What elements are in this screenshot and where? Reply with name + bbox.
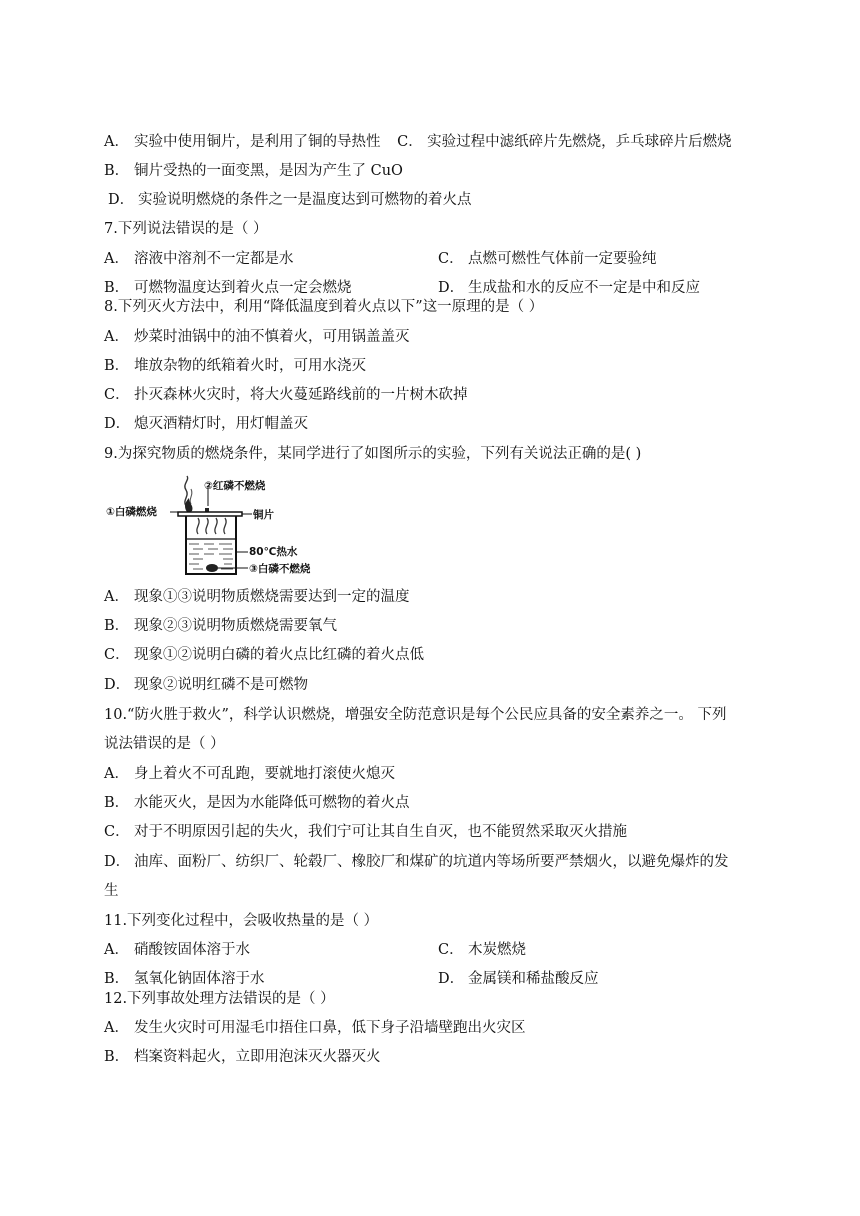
q10-option-c-text: 对于不明原因引起的失火，我们宁可让其自生自灭，也不能贸然采取灭火措施 — [134, 824, 627, 840]
q9-option-d-text: 现象②说明红磷不是可燃物 — [134, 677, 308, 693]
q6-option-b-text: 铜片受热的一面变黑，是因为产生了 CuO — [134, 163, 403, 179]
flame-icon — [185, 498, 192, 513]
q12-option-b — [104, 1047, 381, 1067]
q10-option-c-label: C． — [104, 824, 130, 840]
q11-stem: 11.下列变化过程中，会吸收热量的是（ ） — [104, 913, 379, 929]
q11-option-b — [104, 969, 265, 989]
q7-option-c — [438, 249, 657, 269]
q12-option-b-text: 档案资料起火，立即用泡沫灭火器灭火 — [134, 1049, 381, 1065]
q7-option-b — [104, 278, 352, 298]
q7-option-a-label: A． — [104, 251, 129, 267]
q7-option-d — [438, 278, 700, 298]
q11-option-d — [438, 969, 599, 989]
q10-option-a-label: A． — [104, 766, 129, 782]
q6-option-a-c-row — [104, 132, 732, 152]
q9-option-b-text: 现象②③说明物质燃烧需要氧气 — [134, 618, 337, 634]
q8-option-b-text: 堆放杂物的纸箱着火时，可用水浇灭 — [134, 358, 366, 374]
figure-label-2: ②红磷不燃烧 — [204, 480, 266, 492]
q12-option-a-label: A． — [104, 1020, 129, 1036]
q6-option-b — [104, 161, 403, 181]
q7-option-c-label: C． — [438, 251, 464, 267]
q6-option-c-text: 实验过程中滤纸碎片先燃烧，乒乓球碎片后燃烧 — [427, 134, 732, 150]
copper-sheet — [178, 512, 242, 516]
experiment-figure — [104, 474, 326, 580]
q8-option-d — [104, 414, 308, 434]
q8-option-b — [104, 356, 366, 376]
q10-stem-line1: 10.“防火胜于救火”，科学认识燃烧，增强安全防范意识是每个公民应具备的安全素养之一。 下列 — [104, 707, 727, 723]
q10-option-d-continued: 生 — [104, 883, 119, 899]
q10-option-d — [104, 852, 729, 872]
q9-option-c — [104, 645, 424, 665]
submerged-white-phosphorus — [206, 564, 218, 572]
q6-option-d-text: 实验说明燃烧的条件之一是温度达到可燃物的着火点 — [138, 192, 472, 208]
q12-option-b-label: B． — [104, 1049, 130, 1065]
q11-option-b-text: 氢氧化钠固体溶于水 — [134, 971, 265, 987]
q6-option-c-label: C． — [397, 134, 423, 150]
q7-option-d-label: D． — [438, 280, 465, 296]
q9-option-d — [104, 675, 308, 695]
q11-option-c — [438, 940, 526, 960]
q8-option-b-label: B． — [104, 358, 130, 374]
q8-option-a — [104, 327, 410, 347]
q9-option-a-text: 现象①③说明物质燃烧需要达到一定的温度 — [134, 589, 410, 605]
q9-stem: 9.为探究物质的燃烧条件，某同学进行了如图所示的实验，下列有关说法正确的是( ) — [104, 446, 642, 462]
q8-stem: 8.下列灭火方法中，利用“降低温度到着火点以下”这一原理的是（ ） — [104, 299, 544, 315]
q10-option-c — [104, 822, 627, 842]
q10-option-a — [104, 764, 395, 784]
q8-option-a-label: A． — [104, 329, 129, 345]
q9-option-b-label: B． — [104, 618, 130, 634]
q10-option-b — [104, 793, 410, 813]
q10-option-a-text: 身上着火不可乱跑，要就地打滚使火熄灭 — [134, 766, 395, 782]
q11-option-d-text: 金属镁和稀盐酸反应 — [468, 971, 599, 987]
q12-stem: 12.下列事故处理方法错误的是（ ） — [104, 991, 335, 1007]
q11-option-c-text: 木炭燃烧 — [468, 942, 526, 958]
q8-option-c-label: C． — [104, 387, 130, 403]
q11-option-a — [104, 940, 250, 960]
q11-option-a-label: A． — [104, 942, 129, 958]
q11-option-a-text: 硝酸铵固体溶于水 — [134, 942, 250, 958]
q8-option-a-text: 炒菜时油锅中的油不慎着火，可用锅盖盖灭 — [134, 329, 410, 345]
q12-option-a — [104, 1018, 526, 1038]
q10-option-d-text: 油库、面粉厂、纺织厂、轮毂厂、橡胶厂和煤矿的坑道内等场所要严禁烟火，以避免爆炸的发 — [134, 854, 729, 870]
q9-option-a-label: A． — [104, 589, 129, 605]
q10-option-d-label: D． — [104, 854, 131, 870]
q7-option-c-text: 点燃可燃性气体前一定要验纯 — [468, 251, 657, 267]
q11-option-c-label: C． — [438, 942, 464, 958]
q6-option-b-label: B． — [104, 163, 130, 179]
q10-stem-line2: 说法错误的是（ ） — [104, 736, 225, 752]
q9-option-c-label: C． — [104, 647, 130, 663]
q10-option-b-text: 水能灭火，是因为水能降低可燃物的着火点 — [134, 795, 410, 811]
q6-option-d — [108, 190, 472, 210]
q8-option-c-text: 扑灭森林火灾时，将大火蔓延路线前的一片树木砍掉 — [134, 387, 468, 403]
q7-option-a — [104, 249, 294, 269]
q6-option-d-label: D． — [108, 192, 135, 208]
q8-option-d-text: 熄灭酒精灯时，用灯帽盖灭 — [134, 416, 308, 432]
q9-option-a — [104, 587, 410, 607]
q9-option-c-text: 现象①②说明白磷的着火点比红磷的着火点低 — [134, 647, 424, 663]
q6-option-a-label: A． — [104, 134, 129, 150]
figure-label-1: ①白磷燃烧 — [106, 506, 157, 518]
figure-label-water: 80℃热水 — [249, 546, 298, 558]
q6-option-a-text: 实验中使用铜片，是利用了铜的导热性 — [134, 134, 381, 150]
q11-option-d-label: D． — [438, 971, 465, 987]
q11-option-b-label: B． — [104, 971, 130, 987]
q7-option-b-label: B． — [104, 280, 130, 296]
q8-option-c — [104, 385, 468, 405]
q10-option-b-label: B． — [104, 795, 130, 811]
q9-option-b — [104, 616, 337, 636]
q9-option-d-label: D． — [104, 677, 131, 693]
q7-option-a-text: 溶液中溶剂不一定都是水 — [134, 251, 294, 267]
q8-option-d-label: D． — [104, 416, 131, 432]
q12-option-a-text: 发生火灾时可用湿毛巾捂住口鼻，低下身子沿墙壁跑出火灾区 — [134, 1020, 526, 1036]
q7-option-b-text: 可燃物温度达到着火点一定会燃烧 — [134, 280, 352, 296]
figure-label-copper: 铜片 — [253, 509, 274, 521]
figure-label-3: ③白磷不燃烧 — [249, 563, 311, 575]
q7-option-d-text: 生成盐和水的反应不一定是中和反应 — [468, 280, 700, 296]
q7-stem: 7.下列说法错误的是（ ） — [104, 221, 268, 237]
